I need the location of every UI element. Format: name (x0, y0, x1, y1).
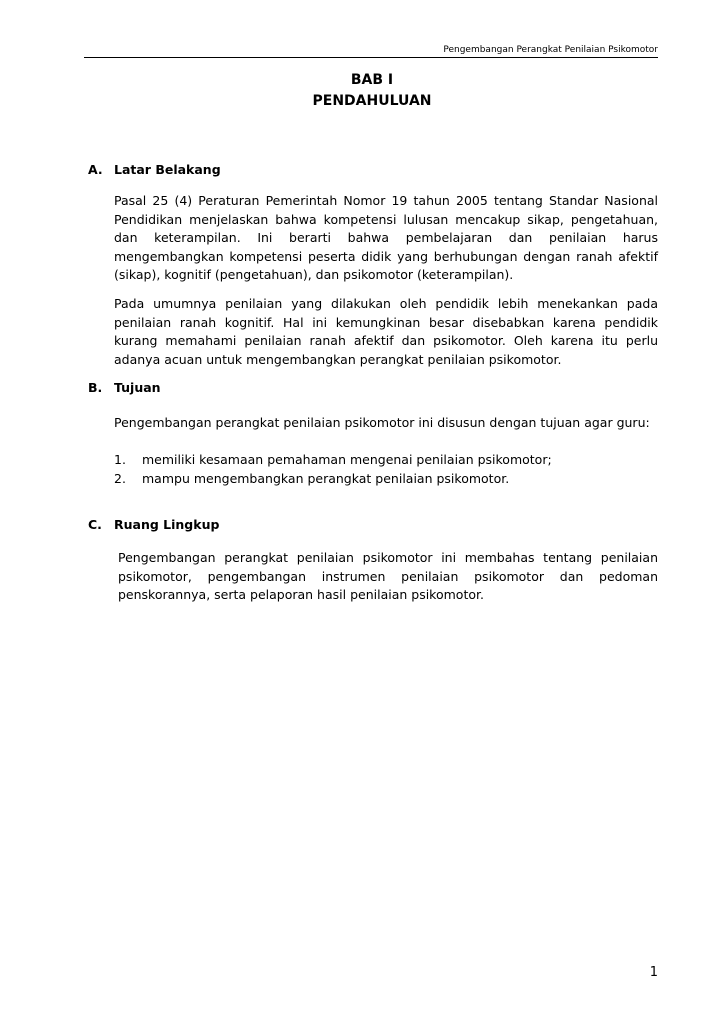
section-a-title: Latar Belakang (114, 162, 221, 177)
section-b-list (114, 451, 658, 488)
section-c-letter: C. (88, 517, 102, 532)
running-header: Pengembangan Perangkat Penilaian Psikomotor (443, 45, 658, 55)
chapter-number: BAB I (350, 72, 394, 88)
page-number: 1 (649, 965, 658, 980)
section-a-paragraph-2: Pada umumnya penilaian yang dilakukan oleh pendidik lebih menekankan pada penilaian ranah kognitif. Hal ini kemungkinan besar disebabkan karena pendidik kurang memahami penilaian ranah afektif dan psikomotor. Oleh karena itu perlu adanya acuan untuk mengembangkan perangkat penilaian psikomotor. (114, 296, 658, 367)
list-item (114, 470, 658, 489)
list-item-number: 1. (114, 452, 126, 467)
header-rule (84, 57, 658, 58)
section-a-paragraph-1: Pasal 25 (4) Peraturan Pemerintah Nomor 19 tahun 2005 tentang Standar Nasional Pendidikan menjelaskan bahwa kompetensi lulusan mencakup sikap, pengetahuan, dan keterampilan. Ini berarti bahwa pembelajaran dan penilaian harus mengembangkan kompetensi peserta didik yang berhubungan dengan ranah afektif (sikap), kognitif (pengetahuan), dan psikomotor (keterampilan). (114, 193, 658, 282)
list-item-number: 2. (114, 470, 126, 486)
section-b-heading (88, 380, 161, 396)
section-b-title: Tujuan (114, 380, 161, 395)
section-a-heading (88, 162, 221, 178)
chapter-heading (0, 70, 728, 112)
section-b-letter: B. (88, 380, 103, 395)
section-c-title: Ruang Lingkup (114, 517, 220, 532)
section-c-paragraph-1: Pengembangan perangkat penilaian psikomotor ini membahas tentang penilaian psikomotor, pengembangan instrumen penilaian psikomotor dan pedoman penskorannya, serta pelaporan hasil penilaian psikomotor. (118, 550, 658, 602)
section-c-heading (88, 517, 219, 533)
list-item-text: memiliki kesamaan pemahaman mengenai penilaian psikomotor; (142, 452, 552, 467)
list-item (114, 451, 658, 470)
section-b-paragraph-1: Pengembangan perangkat penilaian psikomotor ini disusun dengan tujuan agar guru: (114, 415, 650, 430)
chapter-title: PENDAHULUAN (312, 93, 432, 109)
list-item-text: mampu mengembangkan perangkat penilaian psikomotor. (142, 470, 510, 486)
section-a-letter: A. (88, 162, 103, 177)
